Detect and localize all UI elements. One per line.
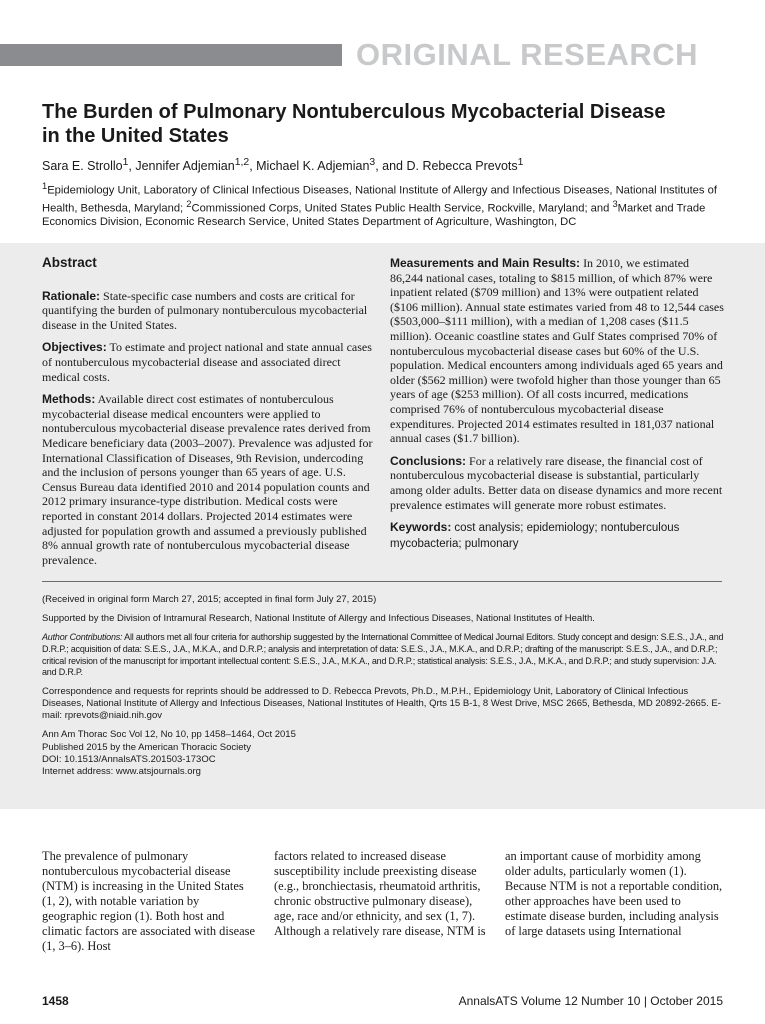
affiliations bbox=[42, 180, 732, 230]
author-affiliation-ref: 1 bbox=[517, 157, 524, 168]
citation: Ann Am Thorac Soc Vol 12, No 10, pp 1458–1464, Oct 2015 bbox=[42, 729, 296, 741]
funding-statement: Supported by the Division of Intramural Research, National Institute of Allergy and Infectious Diseases, National Institutes of Health. bbox=[42, 613, 595, 625]
author-affiliation-ref: 3 bbox=[369, 157, 376, 168]
keywords-text: cost analysis; epidemiology; nontuberculous mycobacteria; pulmonary bbox=[390, 522, 680, 550]
abstract-heading: Abstract bbox=[42, 255, 97, 270]
author-name: Michael K. Adjemian bbox=[256, 159, 370, 174]
affiliation-number: 2 bbox=[186, 199, 192, 210]
contributions-text: All authors met all four criteria for authorship suggested by the International Committee of Medical Journal Editors. Study concept and design: S.E.S., J.A., and D.R.P.; acquisition of data: S.E.S., J.A., M.K.A., and D.R.P.; analysis and interpretation of data: S.E.S., J.A., M.K.A., and D.R.P.; drafting of the manuscript: S.E.S., J.A., and D.R.P.; critical revision of the manuscript for important intellectual content: S.E.S., J.A., M.K.A., and D.R.P.; statistical analysis: S.E.S., J.A., M.K.A., and D.R.P.; and study supervision: J.A. and D.R.P. bbox=[42, 632, 724, 678]
page-number: 1458 bbox=[42, 994, 69, 1008]
body-column-3: an important cause of morbidity among older adults, particularly women (1). Because NTM is not a reportable condition, other approaches have been used to estimate disease burden, including analysis of large datasets using International bbox=[505, 849, 723, 938]
author-affiliation-ref: 1,2 bbox=[234, 157, 250, 168]
section-label: Keywords: bbox=[390, 520, 452, 535]
abstract-methods bbox=[42, 392, 374, 567]
divider bbox=[42, 581, 722, 582]
affiliation-text: Market and Trade Economics Division, Economic Research Service, United States Department of Agriculture, Washington, DC bbox=[42, 202, 706, 229]
section-label: Rationale: bbox=[42, 288, 101, 303]
section-banner bbox=[0, 37, 765, 72]
abstract-keywords bbox=[390, 520, 725, 551]
section-text: State-specific case numbers and costs are critical for quantifying the burden of pulmonary nontuberculous mycobacterial disease in the United States. bbox=[42, 288, 368, 332]
received-dates: (Received in original form March 27, 2015; accepted in final form July 27, 2015) bbox=[42, 594, 377, 605]
author-name: Sara E. Strollo bbox=[42, 159, 123, 174]
abstract-rationale bbox=[42, 289, 374, 333]
internet-address: Internet address: www.atsjournals.org bbox=[42, 766, 201, 777]
banner-bar bbox=[0, 44, 342, 66]
article-metadata bbox=[42, 594, 724, 778]
section-label: Objectives: bbox=[42, 340, 107, 355]
doi: DOI: 10.1513/AnnalsATS.201503-173OC bbox=[42, 753, 216, 765]
journal-issue: AnnalsATS Volume 12 Number 10 bbox=[458, 994, 641, 1008]
author-name: D. Rebecca Prevots bbox=[406, 159, 518, 174]
abstract-conclusions bbox=[390, 454, 725, 512]
affiliation-text: Epidemiology Unit, Laboratory of Clinical Infectious Diseases, National Institute of Allergy and Infectious Diseases, National Institutes of Health, Bethesda, Maryland; bbox=[42, 184, 717, 215]
publisher-line: Published 2015 by the American Thoracic Society bbox=[42, 741, 251, 753]
abstract-left-column bbox=[42, 256, 374, 575]
article-title: The Burden of Pulmonary Nontuberculous Mycobacterial Disease in the United States bbox=[42, 101, 666, 147]
citation-block bbox=[42, 729, 724, 778]
author-contributions bbox=[42, 632, 724, 678]
banner-label: ORIGINAL RESEARCH bbox=[356, 37, 699, 72]
author-affiliation-ref: 1 bbox=[122, 157, 129, 168]
section-label: Methods: bbox=[42, 392, 96, 407]
correspondence: Correspondence and requests for reprints should be addressed to D. Rebecca Prevots, Ph.D., M.P.H., Epidemiology Unit, Laboratory of Clinical Infectious Diseases, National Institute of Allergy and Infectious Diseases, National Institutes of Health, Qrts 15 B-1, 8 West Drive, MSC 2665, Bethesda, MD 20892-2665. E-mail: rprevots@niaid.nih.gov bbox=[42, 685, 721, 722]
section-label: Conclusions: bbox=[390, 453, 467, 468]
body-column-2: factors related to increased disease susceptibility include preexisting disease (e.g., bronchiectasis, rheumatoid arthritis, chronic obstructive pulmonary disease), age, race and/or ethnicity, and sex (1, 7). Although a relatively rare disease, NTM is bbox=[274, 849, 486, 938]
affiliation-text: Commissioned Corps, United States Public Health Service, Rockville, Maryland; and bbox=[191, 202, 610, 215]
section-text: Available direct cost estimates of nontuberculous mycobacterial disease medical encounters were applied to nontuberculous mycobacterial disease prevalence rates derived from Medicare beneficiary data (2003–2007). Prevalence was adjusted for International Classification of Diseases, 9th Revision, undercoding and the inclusion of persons younger than 65 years of age. U.S. Census Bureau data identified 2010 and 2014 population counts and 2012 primary insurance-type distribution. Medical costs were reported in constant 2014 dollars. Projected 2014 estimates were adjusted for population growth and assumed a previously published 8% annual growth rate of nontuberculous mycobacterial disease prevalence. bbox=[42, 392, 373, 567]
abstract-right-column bbox=[390, 256, 725, 559]
section-text: To estimate and project national and state annual cases of nontuberculous mycobacterial disease and associated direct medical costs. bbox=[42, 340, 372, 384]
abstract-results bbox=[390, 256, 725, 446]
abstract-objectives bbox=[42, 340, 374, 384]
affiliation-number: 1 bbox=[42, 181, 48, 191]
section-text: For a relatively rare disease, the financial cost of nontuberculous mycobacterial disease is substantial, particularly among older adults. Better data on disease dynamics and more recent prevalence estimates will generate more robust estimates. bbox=[390, 453, 723, 512]
author-name: Jennifer Adjemian bbox=[135, 159, 235, 174]
contributions-label: Author Contributions: bbox=[42, 632, 123, 643]
section-text: In 2010, we estimated 86,244 national cases, totaling to $815 million, of which 87% were inpatient related ($709 million) and 13% were outpatient related ($106 million). Annual state estimates varied from 48 to 12,544 cases ($503,000–$111 million), with a median of 1,208 cases ($11.5 million). Oceanic coastline states and Gulf States comprised 70% of nontuberculous mycobacterial disease cases but 60% of the U.S. population. Medical encounters among individuals aged 65 years and older ($562 million) were twofold higher than those younger than 65 years of age ($253 million). Of all costs incurred, medications comprised 76% of nontuberculous mycobacterial disease expenditures. Projected 2014 estimates resulted in 181,037 national annual cases ($1.7 billion). bbox=[390, 256, 724, 446]
issue-date: October 2015 bbox=[650, 994, 723, 1008]
author-list: Sara E. Strollo$^1$, Jennifer Adjemian$^{1,2}$, Michael K. Adjemian$^3$, and D. Rebecca Prevots$^1$ bbox=[42, 157, 524, 174]
section-label: Measurements and Main Results: bbox=[390, 256, 581, 270]
body-column-1: The prevalence of pulmonary nontuberculous mycobacterial disease (NTM) is increasing in the United States (1, 2), with notable variation by geographic region (1). Both host and climatic factors are associated with disease (1, 3–6). Host bbox=[42, 849, 255, 953]
running-footer: AnnalsATS Volume 12 Number 10 | October 2015 bbox=[458, 994, 723, 1008]
affiliation-number: 3 bbox=[612, 199, 618, 210]
